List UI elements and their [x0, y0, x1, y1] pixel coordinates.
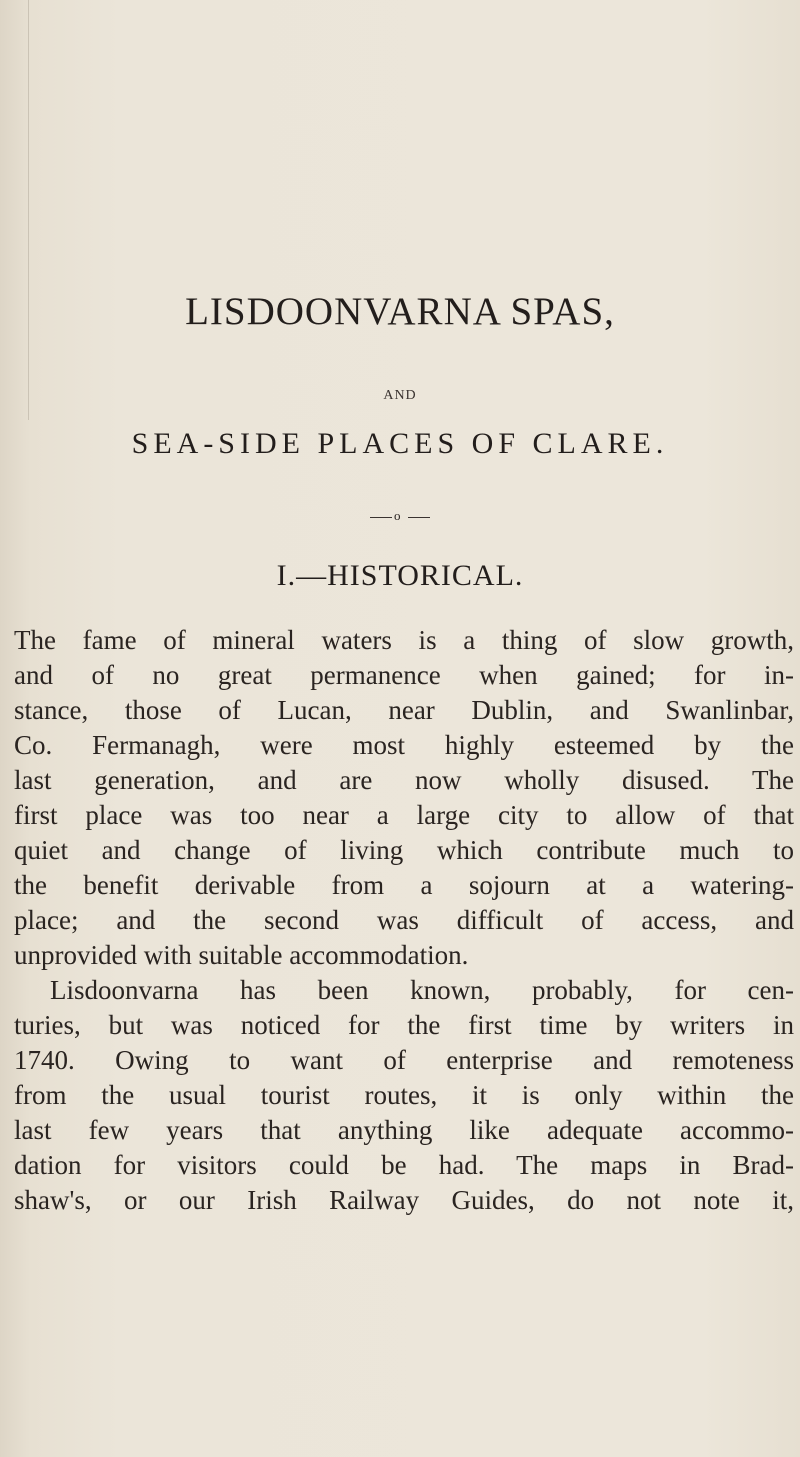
section-heading: I.—HISTORICAL. — [276, 559, 524, 592]
divider-rule-left — [370, 517, 392, 518]
text-line: shaw's, or our Irish Railway Guides, do not note it, — [14, 1185, 794, 1215]
text-line: last generation, and are now wholly disused. The — [14, 765, 794, 795]
title-conjunction: AND — [383, 388, 417, 403]
text-line: first place was too near a large city to allow of that — [14, 800, 794, 830]
section-divider — [370, 508, 430, 524]
text-line: last few years that anything like adequate accommo- — [14, 1115, 794, 1145]
text-line: dation for visitors could be had. The maps in Brad- — [14, 1150, 794, 1180]
text-line: quiet and change of living which contribute much to — [14, 835, 794, 865]
text-line: and of no great permanence when gained; for in- — [14, 660, 794, 690]
page-title: LISDOONVARNA SPAS, — [185, 290, 615, 333]
text-line: unprovided with suitable accommodation. — [14, 940, 469, 970]
text-line: stance, those of Lucan, near Dublin, and Swanlinbar, — [14, 695, 794, 725]
body-text — [14, 623, 794, 1218]
text-line: The fame of mineral waters is a thing of slow growth, — [14, 625, 794, 655]
text-line: place; and the second was difficult of access, and — [14, 905, 794, 935]
page-subtitle: SEA-SIDE PLACES OF CLARE. — [131, 427, 669, 460]
divider-ornament: o — [394, 508, 401, 523]
text-line: turies, but was noticed for the first time by writers in — [14, 1010, 794, 1040]
text-line: Lisdoonvarna has been known, probably, for cen- — [50, 975, 794, 1005]
divider-rule-right — [408, 517, 430, 518]
text-line: from the usual tourist routes, it is only within the — [14, 1080, 794, 1110]
text-line: Co. Fermanagh, were most highly esteemed by the — [14, 730, 794, 760]
binding-edge — [28, 0, 29, 420]
text-line: the benefit derivable from a sojourn at a watering- — [14, 870, 794, 900]
text-line: 1740. Owing to want of enterprise and remoteness — [14, 1045, 794, 1075]
